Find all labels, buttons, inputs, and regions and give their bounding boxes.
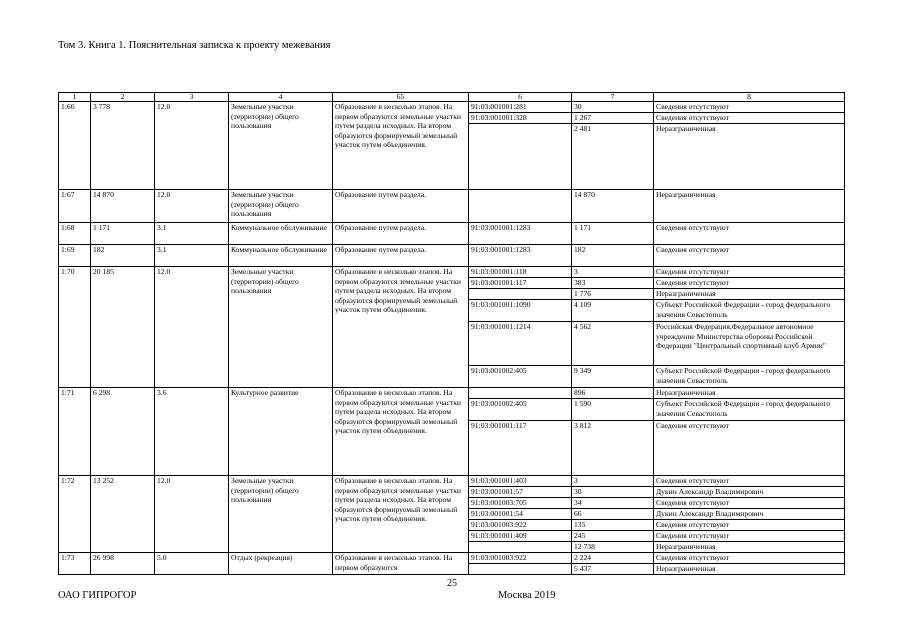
ownership-cell: Субъект Российской Федерации - город федерального значения Севастополь — [654, 399, 845, 421]
part-area-cell: 30 — [572, 102, 654, 113]
part-area-cell: 4 109 — [572, 300, 654, 322]
part-area-cell: 182 — [572, 245, 654, 267]
plot-area-cell: 14 870 — [91, 190, 155, 223]
table-row — [59, 476, 845, 487]
column-header: 3 — [155, 93, 229, 102]
ownership-cell: Сведения отсутствуют — [654, 245, 845, 267]
table-row — [59, 388, 845, 399]
cadastral-number-cell — [469, 190, 572, 223]
ownership-cell: Сведения отсутствуют — [654, 113, 845, 124]
plot-area-cell: 6 298 — [91, 388, 155, 476]
ownership-cell: Сведения отсутствуют — [654, 553, 845, 564]
cadastral-number-cell — [469, 388, 572, 399]
formation-method-cell: Образование в несколько этапов. На первом образуются земельные участки путем раздела исходных. На втором образуются формируемый земельный участок путем объединения. — [333, 102, 469, 190]
ownership-cell: Субъект Российской Федерации - город федерального значения Севастополь — [654, 300, 845, 322]
cadastral-number-cell: 91:03:001002:405 — [469, 399, 572, 421]
use-code-cell: 12.0 — [155, 102, 229, 190]
cadastral-number-cell: 91:03:001001:118 — [469, 267, 572, 278]
plot-area-cell: 20 185 — [91, 267, 155, 388]
ownership-cell: Неразграниченная — [654, 289, 845, 300]
cadastral-number-cell: 91:03:001003:705 — [469, 498, 572, 509]
ownership-cell: Субъект Российской Федерации - город федерального значения Севастополь — [654, 366, 845, 388]
cadastral-number-cell — [469, 289, 572, 300]
ownership-cell: Сведения отсутствуют — [654, 498, 845, 509]
cadastral-number-cell: 91:03:001001:1214 — [469, 322, 572, 366]
plot-id-cell: 1:73 — [59, 553, 91, 575]
footer-organization: ОАО ГИПРОГОР — [58, 590, 137, 601]
table-row — [59, 223, 845, 245]
use-code-cell: 3.6 — [155, 388, 229, 476]
part-area-cell: 2 224 — [572, 553, 654, 564]
column-header: 1 — [59, 93, 91, 102]
plot-id-cell: 1:68 — [59, 223, 91, 245]
use-code-cell: 3.1 — [155, 223, 229, 245]
permitted-use-cell: Земельные участки (территории) общего пользования — [229, 476, 333, 553]
formation-method-cell: Образование путем раздела. — [333, 245, 469, 267]
part-area-cell: 34 — [572, 498, 654, 509]
plot-area-cell: 1 171 — [91, 223, 155, 245]
formation-method-cell: Образование в несколько этапов. На первом образуются — [333, 553, 469, 575]
part-area-cell: 1 171 — [572, 223, 654, 245]
table-header-row — [59, 93, 845, 102]
page-number: 25 — [447, 578, 457, 589]
cadastral-number-cell: 91:03:001003:922 — [469, 553, 572, 564]
permitted-use-cell: Отдых (рекреация) — [229, 553, 333, 575]
cadastral-number-cell: 91:03:001001:57 — [469, 487, 572, 498]
cadastral-number-cell: 91:03:001001:117 — [469, 421, 572, 476]
ownership-cell: Сведения отсутствуют — [654, 278, 845, 289]
ownership-cell: Неразграниченная — [654, 190, 845, 223]
plot-id-cell: 1:69 — [59, 245, 91, 267]
permitted-use-cell: Культурное развитие — [229, 388, 333, 476]
cadastral-number-cell: 91:03:001001:1090 — [469, 300, 572, 322]
column-header: 7 — [572, 93, 654, 102]
table-row — [59, 267, 845, 278]
cadastral-number-cell: 91:03:001001:328 — [469, 113, 572, 124]
plot-id-cell: 1:72 — [59, 476, 91, 553]
document-header: Том 3. Книга 1. Пояснительная записка к проекту межевания — [58, 40, 331, 51]
part-area-cell: 3 — [572, 476, 654, 487]
cadastral-number-cell: 91:03:001001:54 — [469, 509, 572, 520]
part-area-cell: 2 481 — [572, 124, 654, 190]
plot-id-cell: 1:70 — [59, 267, 91, 388]
column-header: 8 — [654, 93, 845, 102]
ownership-cell: Неразграниченная — [654, 388, 845, 399]
ownership-cell: Российская Федерация,Федеральное автономное учреждение Министерства обороны Российской Федерации "Центральный спортивный клуб Армии" — [654, 322, 845, 366]
cadastral-number-cell: 91:03:001001:403 — [469, 476, 572, 487]
formation-method-cell: Образование в несколько этапов. На первом образуются земельные участки путем раздела исходных. На втором образуются формируемый земельный участок путем объединения. — [333, 388, 469, 476]
formation-method-cell: Образование в несколько этапов. На первом образуются земельные участки путем раздела исходных. На втором образуются формируемый земельный участок путем объединения. — [333, 476, 469, 553]
cadastral-number-cell: 91:03:001001:409 — [469, 531, 572, 542]
use-code-cell: 12.0 — [155, 476, 229, 553]
part-area-cell: 135 — [572, 520, 654, 531]
part-area-cell: 245 — [572, 531, 654, 542]
ownership-cell: Сведения отсутствуют — [654, 267, 845, 278]
part-area-cell: 14 870 — [572, 190, 654, 223]
table-row — [59, 245, 845, 267]
permitted-use-cell: Земельные участки (территории) общего пользования — [229, 267, 333, 388]
part-area-cell: 1 590 — [572, 399, 654, 421]
permitted-use-cell: Коммунальное обслуживание — [229, 223, 333, 245]
plot-area-cell: 26 998 — [91, 553, 155, 575]
footer-city-year: Москва 2019 — [498, 590, 556, 601]
plot-id-cell: 1:67 — [59, 190, 91, 223]
use-code-cell: 12.0 — [155, 267, 229, 388]
ownership-cell: Сведения отсутствуют — [654, 223, 845, 245]
cadastral-number-cell: 91:03:001001:281 — [469, 102, 572, 113]
ownership-cell: Сведения отсутствуют — [654, 421, 845, 476]
ownership-cell: Дукин Александр Владимирович — [654, 509, 845, 520]
cadastral-number-cell: 91:03:001001:1283 — [469, 223, 572, 245]
plot-area-cell: 3 778 — [91, 102, 155, 190]
ownership-cell: Дукин Александр Владимирович — [654, 487, 845, 498]
use-code-cell: 3.1 — [155, 245, 229, 267]
column-header: 2 — [91, 93, 155, 102]
part-area-cell: 1 267 — [572, 113, 654, 124]
land-plots-table — [58, 92, 845, 575]
ownership-cell: Неразграниченная — [654, 564, 845, 575]
part-area-cell: 3 — [572, 267, 654, 278]
part-area-cell: 3 812 — [572, 421, 654, 476]
column-header: 4 — [229, 93, 333, 102]
part-area-cell: 383 — [572, 278, 654, 289]
part-area-cell: 896 — [572, 388, 654, 399]
permitted-use-cell: Коммунальное обслуживание — [229, 245, 333, 267]
column-header: 6 — [469, 93, 572, 102]
cadastral-number-cell — [469, 124, 572, 190]
part-area-cell: 1 776 — [572, 289, 654, 300]
ownership-cell: Сведения отсутствуют — [654, 531, 845, 542]
ownership-cell: Неразграниченная — [654, 124, 845, 190]
table-row — [59, 102, 845, 113]
ownership-cell: Неразграниченная — [654, 542, 845, 553]
ownership-cell: Сведения отсутствуют — [654, 520, 845, 531]
plot-area-cell: 13 252 — [91, 476, 155, 553]
cadastral-number-cell — [469, 542, 572, 553]
column-header: 65 — [333, 93, 469, 102]
part-area-cell: 66 — [572, 509, 654, 520]
part-area-cell: 12 738 — [572, 542, 654, 553]
permitted-use-cell: Земельные участки (территории) общего пользования — [229, 102, 333, 190]
table-body — [59, 102, 845, 575]
ownership-cell: Сведения отсутствуют — [654, 476, 845, 487]
plot-id-cell: 1:66 — [59, 102, 91, 190]
cadastral-number-cell: 91:03:001001:1283 — [469, 245, 572, 267]
ownership-cell: Сведения отсутствуют — [654, 102, 845, 113]
part-area-cell: 4 562 — [572, 322, 654, 366]
plot-area-cell: 182 — [91, 245, 155, 267]
permitted-use-cell: Земельные участки (территории) общего пользования — [229, 190, 333, 223]
part-area-cell: 5 437 — [572, 564, 654, 575]
table-row — [59, 190, 845, 223]
cadastral-number-cell: 91:03:001003:922 — [469, 520, 572, 531]
cadastral-number-cell: 91:03:001001:117 — [469, 278, 572, 289]
plot-id-cell: 1:71 — [59, 388, 91, 476]
part-area-cell: 30 — [572, 487, 654, 498]
formation-method-cell: Образование путем раздела. — [333, 190, 469, 223]
table-row — [59, 553, 845, 564]
use-code-cell: 12.0 — [155, 190, 229, 223]
formation-method-cell: Образование путем раздела. — [333, 223, 469, 245]
formation-method-cell: Образование в несколько этапов. На первом образуются земельные участки путем раздела исходных. На втором образуются формируемый земельный участок путем объединения. — [333, 267, 469, 388]
part-area-cell: 9 349 — [572, 366, 654, 388]
cadastral-number-cell — [469, 564, 572, 575]
use-code-cell: 5.0 — [155, 553, 229, 575]
cadastral-number-cell: 91:03:001002:405 — [469, 366, 572, 388]
